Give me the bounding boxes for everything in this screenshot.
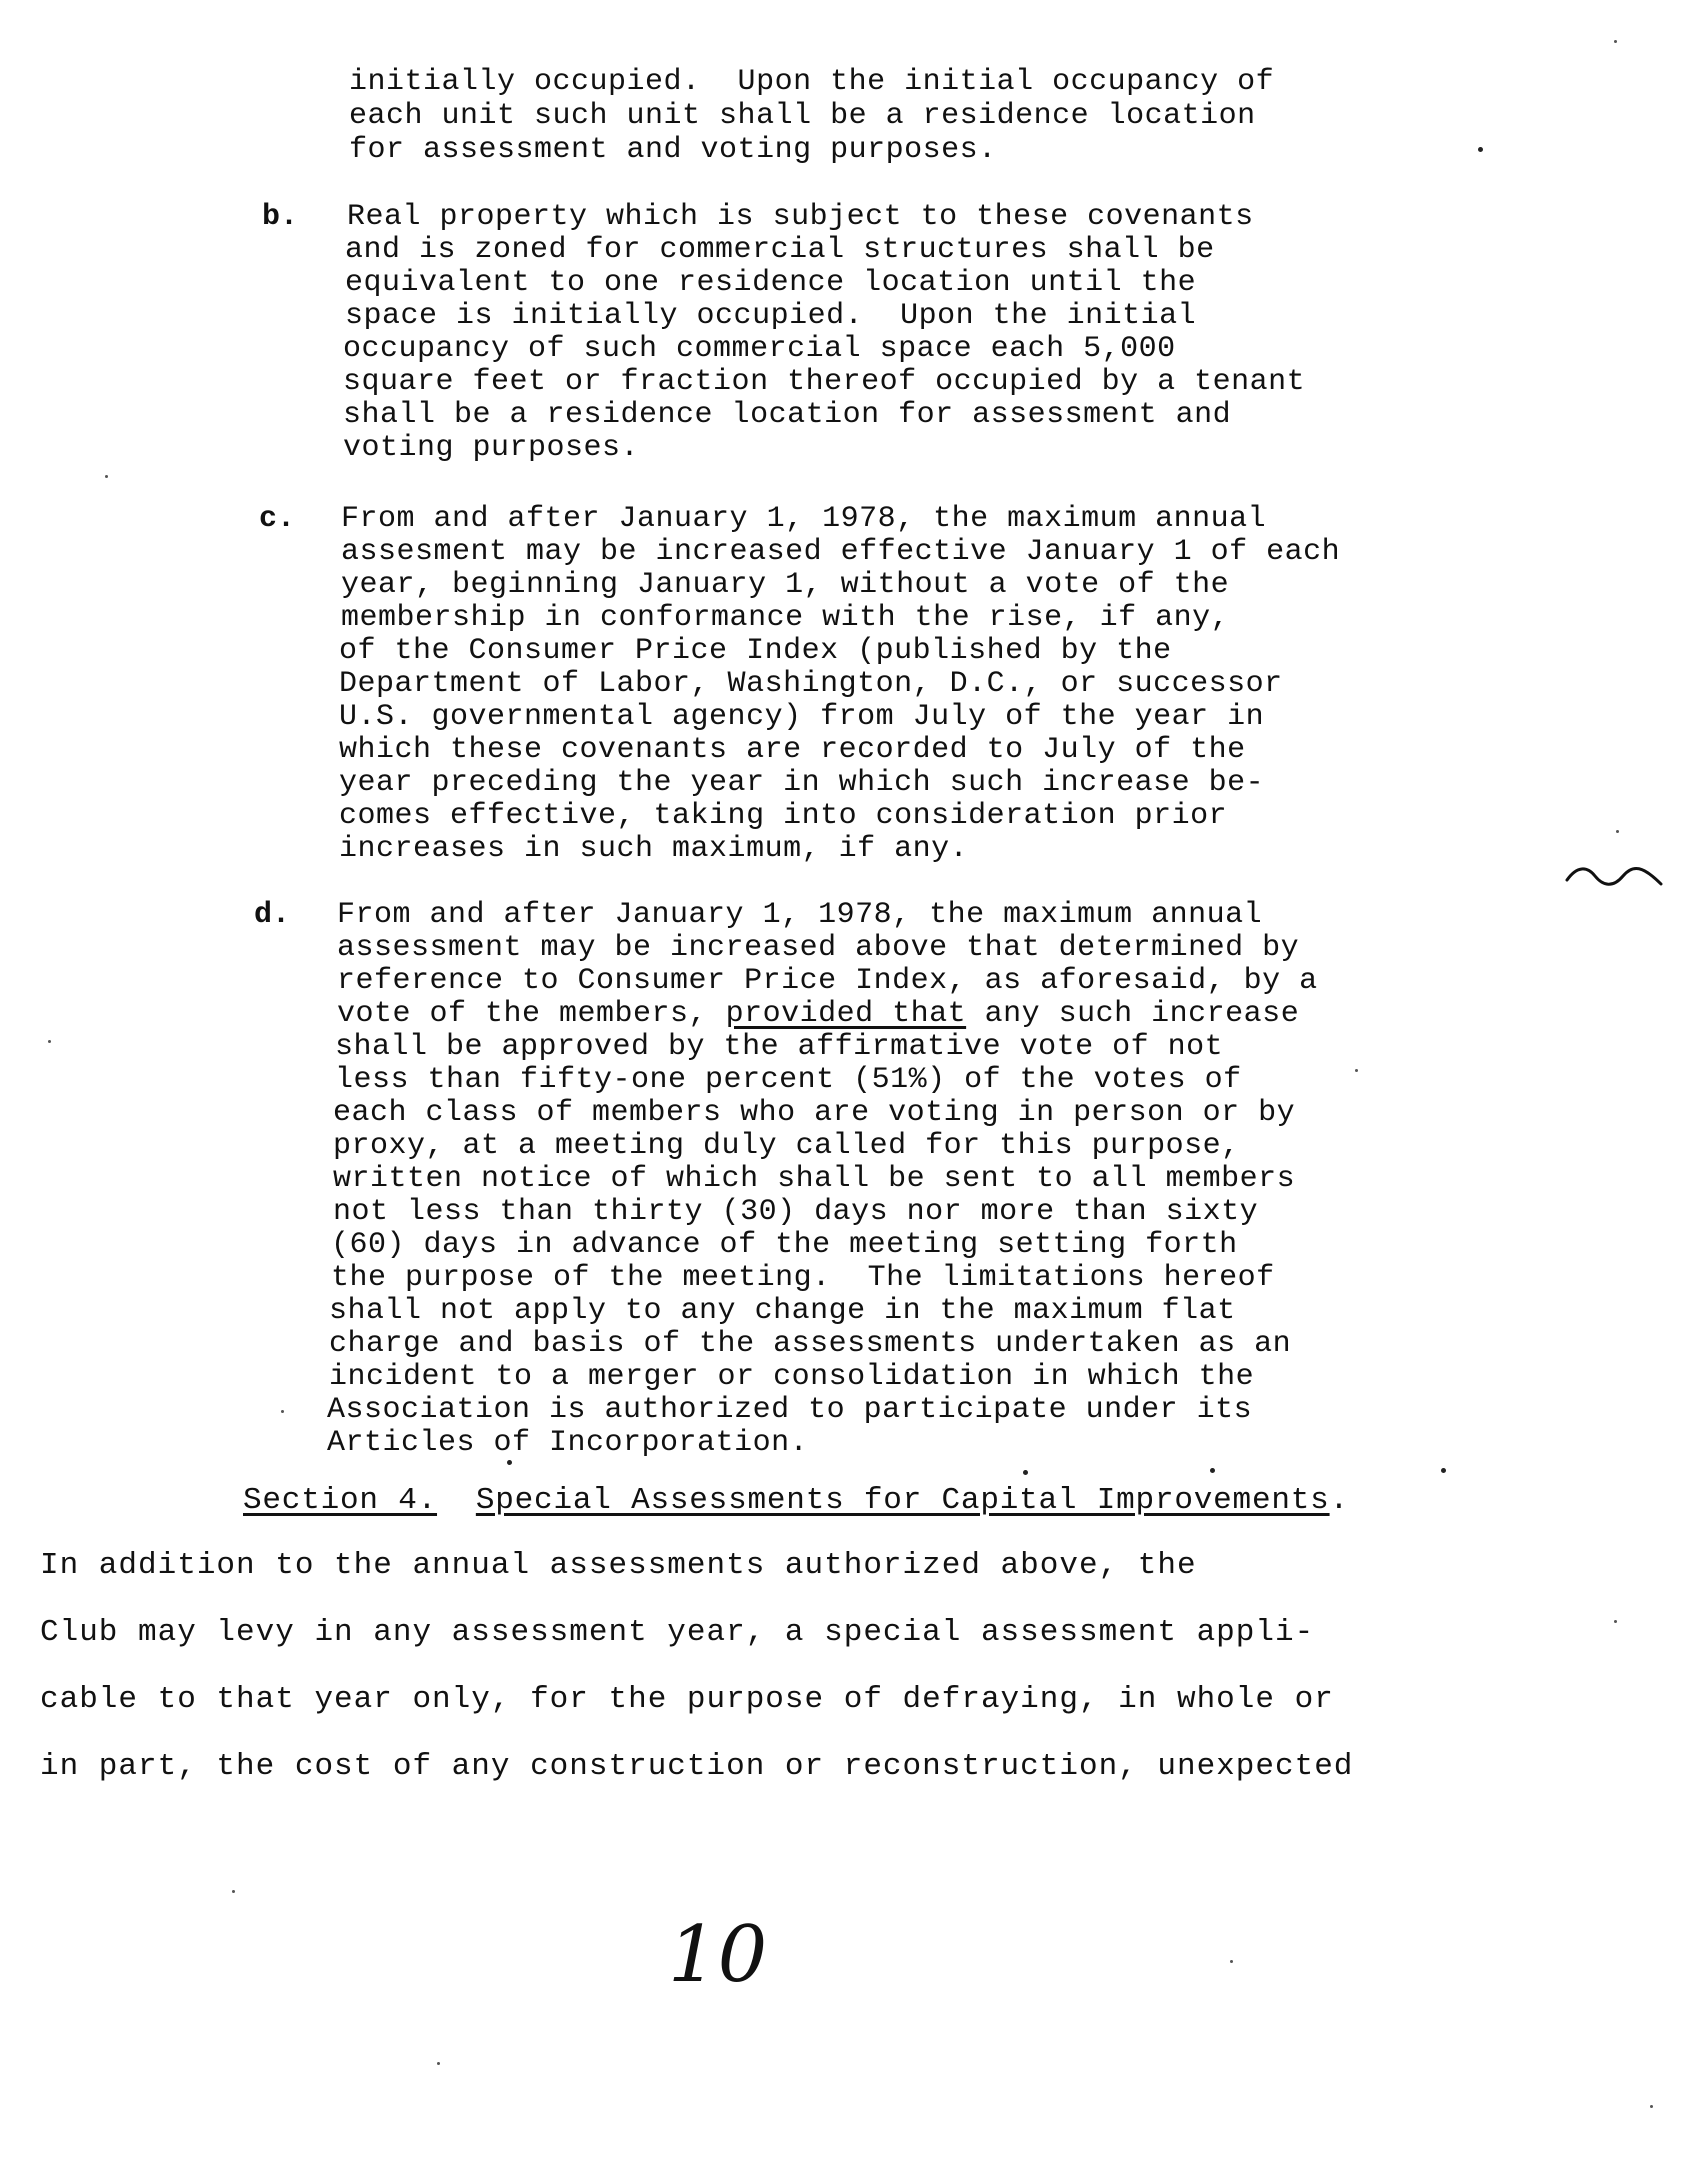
text-line: year, beginning January 1, without a vote of the <box>341 568 1230 602</box>
text-line: not less than thirty (30) days nor more than sixty <box>333 1195 1259 1229</box>
text-line: each unit such unit shall be a residence location <box>349 99 1256 133</box>
text-line: increases in such maximum, if any. <box>339 832 969 866</box>
text-line: From and after January 1, 1978, the maximum annual <box>337 898 1263 932</box>
scan-speck <box>1478 147 1483 152</box>
text-line: initially occupied. Upon the initial occupancy of <box>349 65 1275 99</box>
text-line: each class of members who are voting in person or by <box>333 1096 1296 1130</box>
text-line: written notice of which shall be sent to all members <box>333 1162 1296 1196</box>
text-span: vote of the members, <box>337 997 708 1031</box>
margin-squiggle-mark <box>1565 862 1665 892</box>
text-line: in part, the cost of any construction or reconstruction, unexpected <box>40 1749 1354 1784</box>
text-line: From and after January 1, 1978, the maximum annual <box>341 502 1267 536</box>
text-line: Club may levy in any assessment year, a special assessment appli- <box>40 1615 1315 1650</box>
text-line: comes effective, taking into consideration prior <box>339 799 1228 833</box>
section-number: Section 4. <box>243 1483 438 1518</box>
text-line: year preceding the year in which such increase be- <box>339 766 1265 800</box>
text-line: square feet or fraction thereof occupied by a tenant <box>343 365 1306 399</box>
scan-speck <box>48 1040 51 1043</box>
text-line: occupancy of such commercial space each 5,000 <box>343 332 1176 366</box>
text-line: proxy, at a meeting duly called for this purpose, <box>333 1129 1240 1163</box>
text-line: the purpose of the meeting. The limitations hereof <box>331 1261 1275 1295</box>
scan-speck <box>507 1460 512 1465</box>
scan-speck <box>1230 1960 1233 1963</box>
section-heading <box>243 1484 1349 1518</box>
page-number: 10 <box>668 1910 768 2000</box>
item-letter: c. <box>259 502 296 536</box>
scan-speck <box>1441 1468 1446 1473</box>
text-line: charge and basis of the assessments undertaken as an <box>329 1327 1292 1361</box>
text-line: space is initially occupied. Upon the initial <box>345 299 1197 333</box>
text-line: assesment may be increased effective January 1 of each <box>341 535 1341 569</box>
text-line: In addition to the annual assessments authorized above, the <box>40 1548 1197 1583</box>
text-line: less than fifty-one percent (51%) of the votes of <box>335 1063 1242 1097</box>
text-line: shall not apply to any change in the maximum flat <box>329 1294 1236 1328</box>
text-line: voting purposes. <box>343 431 640 465</box>
text-line <box>337 998 1299 1030</box>
scan-speck <box>1355 1069 1358 1072</box>
item-letter: b. <box>262 200 299 234</box>
scan-speck <box>1616 830 1619 833</box>
text-line: assessment may be increased above that determined by <box>337 931 1300 965</box>
text-line: U.S. governmental agency) from July of the year in <box>339 700 1265 734</box>
text-line: cable to that year only, for the purpose of defraying, in whole or <box>40 1682 1334 1717</box>
text-line: shall be approved by the affirmative vote of not <box>335 1030 1224 1064</box>
section-title: Special Assessments for Capital Improvements <box>475 1483 1330 1518</box>
text-line: reference to Consumer Price Index, as aforesaid, by a <box>337 964 1318 998</box>
underlined-phrase: provided that <box>725 997 967 1031</box>
scan-speck <box>1210 1468 1215 1473</box>
scan-speck <box>1650 2105 1653 2108</box>
text-line: which these covenants are recorded to July of the <box>339 733 1246 767</box>
text-line: and is zoned for commercial structures shall be <box>345 233 1215 267</box>
text-line: Association is authorized to participate under its <box>327 1393 1253 1427</box>
text-line: Real property which is subject to these covenants <box>347 200 1254 234</box>
section-title-period: . <box>1329 1483 1349 1518</box>
text-line: (60) days in advance of the meeting setting forth <box>331 1228 1238 1262</box>
text-line: of the Consumer Price Index (published by the <box>339 634 1172 668</box>
text-line: incident to a merger or consolidation in which the <box>329 1360 1255 1394</box>
scan-speck <box>437 2062 440 2065</box>
text-line: membership in conformance with the rise, if any, <box>341 601 1230 635</box>
text-line: for assessment and voting purposes. <box>349 133 997 167</box>
item-letter: d. <box>254 898 291 932</box>
scan-speck <box>281 1410 284 1413</box>
scan-speck <box>1614 1620 1617 1623</box>
scan-speck <box>1614 40 1617 43</box>
scan-speck <box>105 475 108 478</box>
scan-speck <box>1023 1470 1028 1475</box>
text-span: any such increase <box>984 997 1300 1031</box>
scan-speck <box>232 1890 235 1893</box>
text-line: shall be a residence location for assessment and <box>343 398 1232 432</box>
text-line: equivalent to one residence location until the <box>345 266 1197 300</box>
text-line: Department of Labor, Washington, D.C., or successor <box>339 667 1283 701</box>
text-line: Articles of Incorporation. <box>327 1426 809 1460</box>
